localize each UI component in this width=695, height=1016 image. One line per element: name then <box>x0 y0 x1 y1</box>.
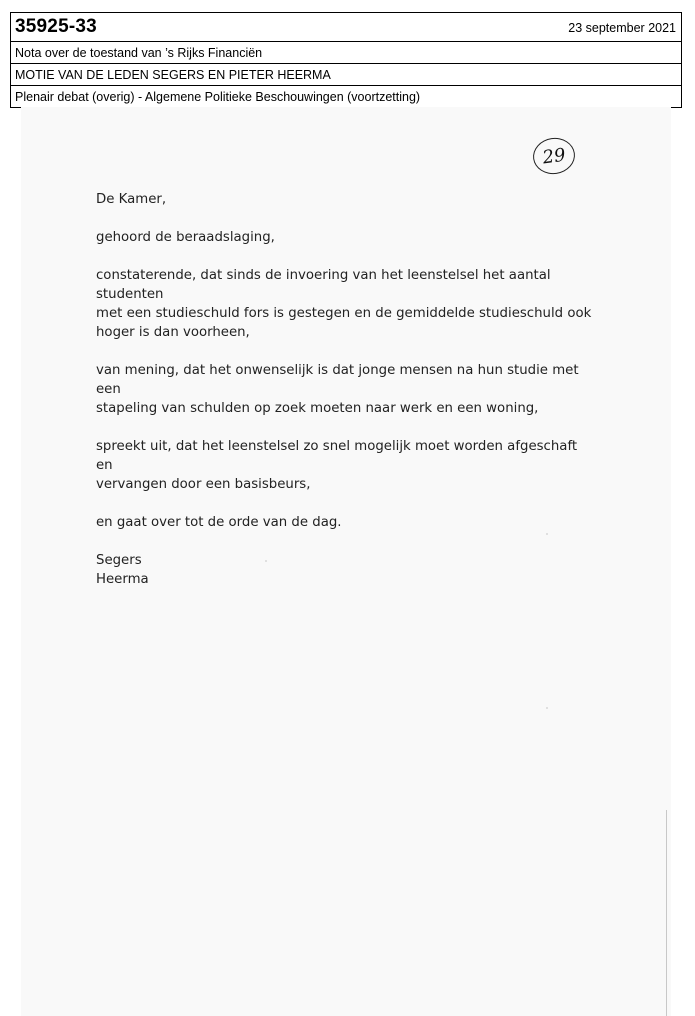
considering-line-3: hoger is dan voorheen, <box>96 325 250 340</box>
signatory-segers: Segers <box>96 553 142 568</box>
scan-speck <box>546 533 548 535</box>
opinion-line-2: stapeling van schulden op zoek moeten naar werk en een woning, <box>96 401 539 416</box>
declares-line-2: vervangen door een basisbeurs, <box>96 477 311 492</box>
scan-speck <box>265 560 267 562</box>
salutation: De Kamer, <box>96 192 167 207</box>
document-header <box>10 12 682 108</box>
considering-line-2: met een studieschuld fors is gestegen en de gemiddelde studieschuld ook <box>96 306 592 321</box>
document-subject: Nota over de toestand van ’s Rijks Financiën <box>15 45 263 60</box>
header-motion-row <box>11 63 681 85</box>
closing-clause: en gaat over tot de orde van de dag. <box>96 515 342 530</box>
motion-title: MOTIE VAN DE LEDEN SEGERS EN PIETER HEERMA <box>15 67 331 82</box>
header-number-row <box>11 13 681 41</box>
stamp-number: 29 <box>541 144 567 168</box>
scan-edge-line <box>666 810 667 1016</box>
debate-name: Plenair debat (overig) - Algemene Politieke Beschouwingen (voortzetting) <box>15 89 421 104</box>
document-date: 23 september 2021 <box>568 21 676 35</box>
signatory-heerma: Heerma <box>96 572 149 587</box>
considering-line-1: constaterende, dat sinds de invoering van het leenstelsel het aantal studenten <box>96 268 551 302</box>
motion-text <box>96 190 596 589</box>
declares-line-1: spreekt uit, dat het leenstelsel zo snel mogelijk moet worden afgeschaft en <box>96 439 578 473</box>
document-number: 35925-33 <box>15 16 97 37</box>
header-subject-row <box>11 41 681 63</box>
opinion-line-1: van mening, dat het onwenselijk is dat jonge mensen na hun studie met een <box>96 363 579 397</box>
header-debate-row <box>11 85 681 107</box>
heard-clause: gehoord de beraadslaging, <box>96 230 275 245</box>
scan-speck <box>546 707 548 709</box>
